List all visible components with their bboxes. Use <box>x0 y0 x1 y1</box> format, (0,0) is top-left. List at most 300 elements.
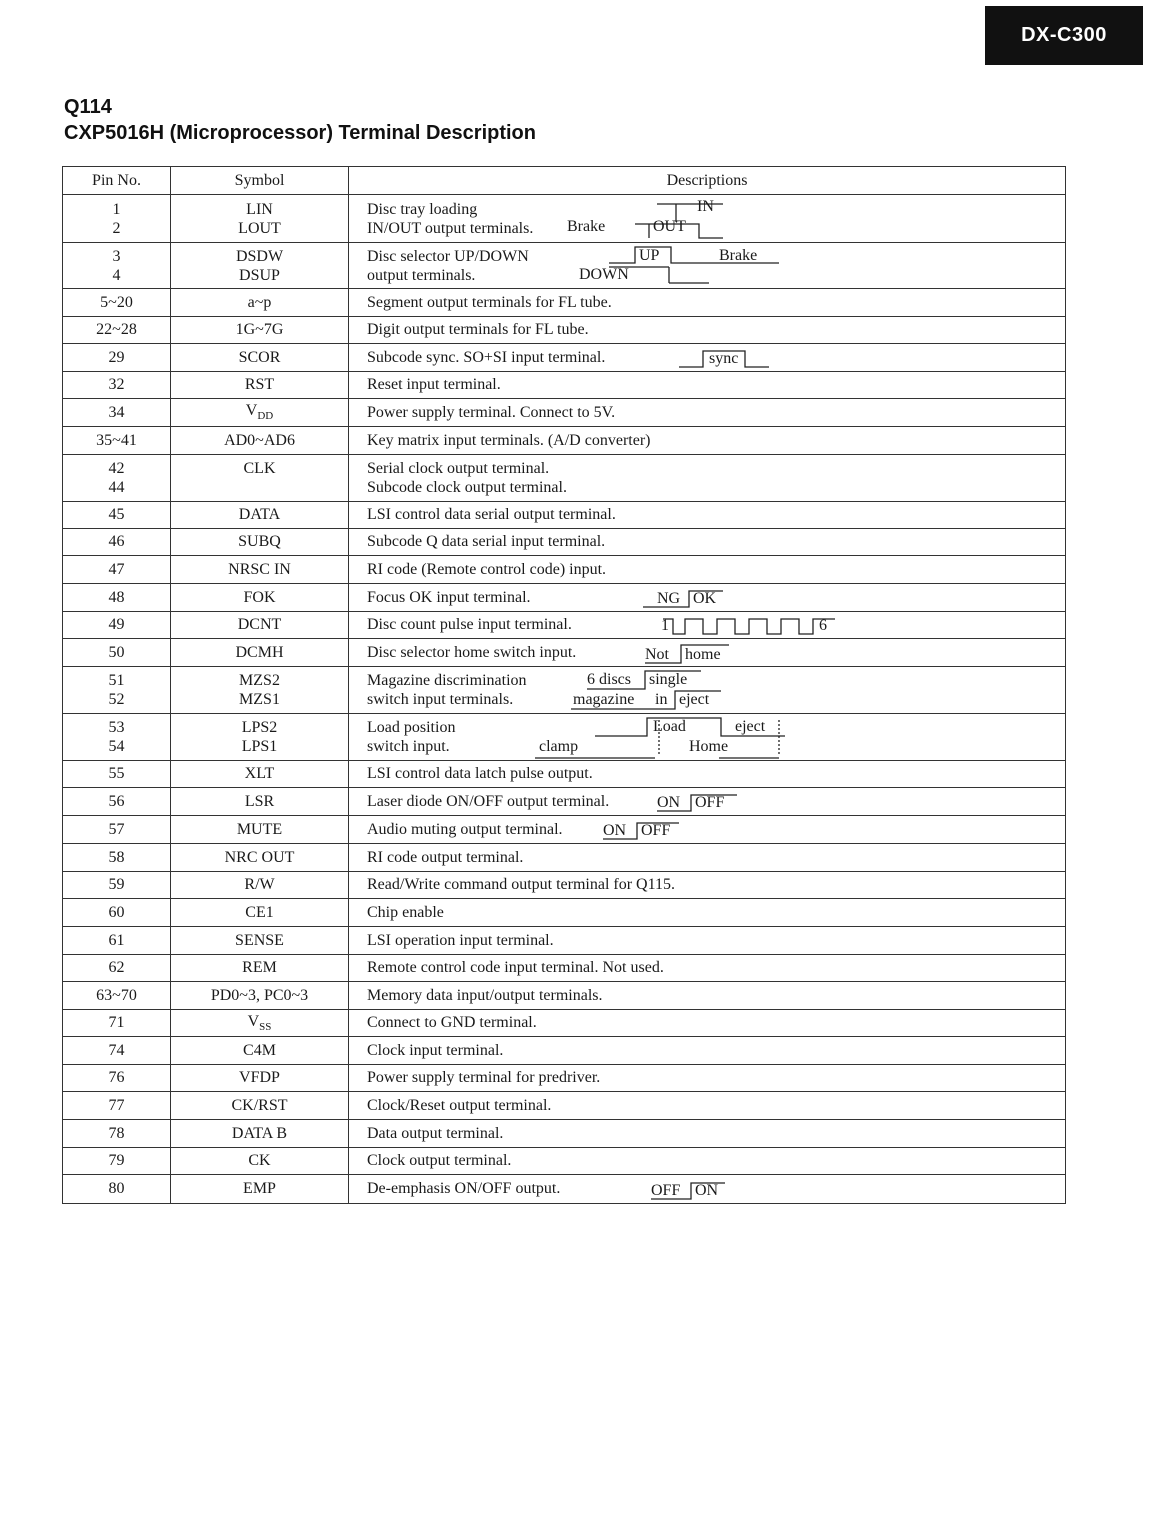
pin-numbers <box>63 321 170 339</box>
table-row <box>63 455 1066 502</box>
pin-numbers <box>63 959 170 977</box>
desc-wrap <box>349 456 1065 501</box>
timing-label: OFF <box>641 821 671 839</box>
desc-cell <box>349 667 1066 714</box>
desc-line: Connect to GND terminal. <box>367 1014 537 1031</box>
desc-wrap <box>349 290 1065 316</box>
timing-diagram <box>679 347 769 371</box>
desc-wrap <box>349 373 1065 398</box>
symbol-name <box>171 644 348 662</box>
desc-cell <box>349 612 1066 639</box>
symbol-text: NRC OUT <box>224 848 295 866</box>
desc-wrap <box>349 928 1065 954</box>
symbol-text: FOK <box>243 588 276 606</box>
symbols <box>171 294 348 312</box>
timing-diagram <box>639 616 839 638</box>
symbols <box>171 533 348 551</box>
pin-number: 71 <box>108 1014 125 1031</box>
pin-cell <box>63 502 171 529</box>
desc-text <box>349 1180 560 1198</box>
pin-number: 60 <box>108 903 125 921</box>
pin-cell <box>63 667 171 714</box>
symbol-text: XLT <box>244 765 275 782</box>
symbol-cell <box>171 612 349 639</box>
pin-number: 48 <box>108 588 125 606</box>
desc-cell <box>349 529 1066 556</box>
symbols <box>171 1152 348 1170</box>
symbols <box>171 321 348 339</box>
desc-line: Disc count pulse input terminal. <box>367 616 572 633</box>
pin-number: 59 <box>108 876 125 893</box>
symbols <box>171 821 348 839</box>
symbol-text: RST <box>244 376 275 393</box>
symbol-name <box>171 589 348 607</box>
symbols <box>171 616 348 634</box>
timing-diagram <box>643 587 733 611</box>
symbol-name <box>171 849 348 867</box>
pin-numbers <box>63 1097 170 1115</box>
table-header-row <box>63 167 1066 195</box>
desc-wrap <box>349 585 1065 611</box>
symbol-name <box>171 1013 348 1033</box>
symbol-cell <box>171 1175 349 1204</box>
symbol-cell <box>171 1120 349 1148</box>
desc-line: LSI control data serial output terminal. <box>367 506 616 523</box>
symbol-cell <box>171 1148 349 1175</box>
desc-cell <box>349 1010 1066 1037</box>
table-row <box>63 788 1066 816</box>
symbol-subscript: SS <box>259 1021 272 1034</box>
symbol-cell <box>171 816 349 844</box>
symbol-text: LPS1 <box>241 738 278 755</box>
desc-wrap <box>349 817 1065 843</box>
waveform <box>639 616 839 638</box>
pin-cell <box>63 788 171 816</box>
symbol-text: EMP <box>243 1180 276 1197</box>
timing-label: NG <box>657 589 681 607</box>
pin-cell <box>63 1148 171 1175</box>
symbols <box>171 561 348 579</box>
pin-cell <box>63 612 171 639</box>
timing-label: eject <box>735 717 766 735</box>
model-tab <box>985 6 1143 65</box>
table-row <box>63 1175 1066 1204</box>
symbol-name <box>171 932 348 950</box>
pin-cell <box>63 1120 171 1148</box>
pin-numbers <box>63 1069 170 1087</box>
table-row <box>63 1010 1066 1037</box>
pin-numbers <box>63 876 170 894</box>
desc-cell <box>349 556 1066 584</box>
desc-text <box>349 1097 551 1115</box>
desc-cell <box>349 195 1066 243</box>
part-ref: Q114 <box>64 96 112 118</box>
pin-number: 61 <box>108 931 125 949</box>
timing-label: eject <box>679 690 710 708</box>
table-row <box>63 844 1066 872</box>
desc-line: Subcode Q data serial input terminal. <box>367 533 606 550</box>
desc-cell <box>349 455 1066 502</box>
desc-wrap <box>349 530 1065 555</box>
symbol-cell <box>171 399 349 427</box>
pin-cell <box>63 1092 171 1120</box>
symbols <box>171 1069 348 1087</box>
symbol-name <box>171 247 348 266</box>
symbol-name <box>171 376 348 394</box>
symbols <box>171 644 348 662</box>
symbols <box>171 349 348 367</box>
symbol-name <box>171 219 348 238</box>
desc-line: Power supply terminal. Connect to 5V. <box>367 403 616 421</box>
desc-line: switch input terminals. <box>367 691 514 708</box>
pin-numbers <box>63 245 170 287</box>
timing-label: single <box>649 670 688 688</box>
symbol-name <box>171 200 348 219</box>
symbols <box>171 1125 348 1143</box>
pin-numbers <box>63 849 170 867</box>
symbol-text: CE1 <box>245 903 274 921</box>
desc-cell <box>349 761 1066 788</box>
desc-text <box>349 959 664 977</box>
pin-numbers <box>63 589 170 607</box>
desc-line: IN/OUT output terminals. <box>367 219 534 237</box>
desc-cell <box>349 872 1066 899</box>
timing-label: Not <box>645 645 669 663</box>
timing-label: Home <box>689 737 729 755</box>
desc-line: Clock input terminal. <box>367 1041 504 1059</box>
desc-line: LSI control data latch pulse output. <box>367 765 593 782</box>
desc-cell <box>349 1092 1066 1120</box>
desc-text <box>349 793 609 811</box>
symbol-name <box>171 1152 348 1170</box>
pin-number: 46 <box>108 533 125 550</box>
pin-cell <box>63 714 171 761</box>
pin-number: 34 <box>108 403 125 421</box>
symbol-cell <box>171 584 349 612</box>
symbols <box>171 876 348 894</box>
desc-wrap <box>349 244 1065 288</box>
desc-wrap <box>349 715 1065 760</box>
pin-number: 80 <box>108 1180 125 1197</box>
pin-cell <box>63 1037 171 1065</box>
desc-cell <box>349 344 1066 372</box>
desc-line: Clock output terminal. <box>367 1152 512 1169</box>
timing-label: OFF <box>695 793 725 811</box>
desc-text <box>349 616 572 634</box>
pin-cell <box>63 816 171 844</box>
symbol-name <box>171 876 348 894</box>
desc-wrap <box>349 1176 1065 1203</box>
symbols <box>171 904 348 922</box>
desc-wrap <box>349 318 1065 343</box>
symbol-text: CLK <box>243 460 276 477</box>
table-row <box>63 761 1066 788</box>
pin-numbers <box>63 1125 170 1143</box>
desc-text <box>349 457 567 499</box>
desc-text <box>349 376 501 394</box>
desc-line: Disc tray loading <box>367 200 478 218</box>
desc-line: RI code output terminal. <box>367 848 524 866</box>
timing-diagram <box>645 643 765 665</box>
timing-label: OFF <box>651 1181 681 1199</box>
pin-cell <box>63 344 171 372</box>
symbol-name <box>171 1069 348 1087</box>
symbols <box>171 589 348 607</box>
symbols <box>171 793 348 811</box>
desc-line: Focus OK input terminal. <box>367 588 531 606</box>
timing-diagram <box>657 791 747 815</box>
symbol-name <box>171 765 348 783</box>
waveform-segment <box>661 616 835 634</box>
symbol-text: V <box>247 1012 260 1030</box>
desc-wrap <box>349 640 1065 666</box>
desc-wrap <box>349 1149 1065 1174</box>
desc-wrap <box>349 873 1065 898</box>
symbol-cell <box>171 455 349 502</box>
pin-cell <box>63 982 171 1010</box>
symbol-cell <box>171 243 349 289</box>
timing-label: Load <box>653 717 686 735</box>
desc-line: Digit output terminals for FL tube. <box>367 321 589 338</box>
desc-line: Read/Write command output terminal for Q115. <box>367 876 676 893</box>
table-row <box>63 317 1066 344</box>
table-row <box>63 1120 1066 1148</box>
pin-number: 44 <box>108 479 125 496</box>
timing-label: DOWN <box>579 265 629 283</box>
pin-numbers <box>63 716 170 758</box>
symbol-text: AD0~AD6 <box>224 431 295 449</box>
timing-diagram <box>571 669 751 713</box>
symbol-name <box>171 737 348 756</box>
desc-text <box>349 1042 503 1060</box>
pin-number: 22~28 <box>96 321 137 338</box>
desc-line: Remote control code input terminal. Not used. <box>367 959 664 976</box>
pin-cell <box>63 927 171 955</box>
timing-label: 6 discs <box>587 670 631 688</box>
desc-cell <box>349 788 1066 816</box>
symbol-cell <box>171 927 349 955</box>
pin-number: 32 <box>108 376 125 393</box>
pin-numbers <box>63 932 170 950</box>
desc-line: Key matrix input terminals. (A/D converter) <box>367 431 651 449</box>
table-row <box>63 982 1066 1010</box>
symbols <box>171 1042 348 1060</box>
pin-cell <box>63 1175 171 1204</box>
desc-wrap <box>349 400 1065 426</box>
pin-cell <box>63 243 171 289</box>
symbols <box>171 506 348 524</box>
pin-numbers <box>63 821 170 839</box>
desc-text <box>349 821 563 839</box>
symbol-cell <box>171 427 349 455</box>
pin-number: 49 <box>108 616 125 633</box>
symbols <box>171 457 348 499</box>
timing-label: IN <box>697 197 714 215</box>
table-row <box>63 502 1066 529</box>
desc-wrap <box>349 196 1065 242</box>
pin-number: 45 <box>108 506 125 523</box>
symbols <box>171 959 348 977</box>
timing-diagram <box>579 245 779 287</box>
desc-line: Serial clock output terminal. <box>367 460 550 477</box>
table-row <box>63 427 1066 455</box>
pin-numbers <box>63 376 170 394</box>
desc-line: Laser diode ON/OFF output terminal. <box>367 792 610 810</box>
pin-number: 2 <box>112 219 121 237</box>
pin-cell <box>63 872 171 899</box>
symbol-name <box>171 671 348 690</box>
timing-label: Brake <box>719 246 758 264</box>
pin-cell <box>63 556 171 584</box>
desc-wrap <box>349 900 1065 926</box>
pin-numbers <box>63 644 170 662</box>
desc-line: Subcode sync. SO+SI input terminal. <box>367 348 606 366</box>
desc-line: Chip enable <box>367 903 444 921</box>
symbols <box>171 198 348 240</box>
desc-line: LSI operation input terminal. <box>367 931 554 949</box>
table-row <box>63 289 1066 317</box>
symbol-text: CK <box>248 1152 271 1169</box>
desc-text <box>349 876 675 894</box>
symbol-text: SENSE <box>235 931 284 949</box>
timing-diagram <box>535 716 795 760</box>
pin-cell <box>63 289 171 317</box>
timing-label: in <box>655 690 668 708</box>
table-row <box>63 1092 1066 1120</box>
pin-number: 55 <box>108 765 125 782</box>
desc-text <box>349 1125 503 1143</box>
table-row <box>63 529 1066 556</box>
symbol-name <box>171 459 348 478</box>
symbol-text: LSR <box>244 792 275 810</box>
symbol-text: MUTE <box>236 820 283 838</box>
symbol-cell <box>171 1065 349 1092</box>
symbol-text: CK/RST <box>231 1096 288 1114</box>
desc-wrap <box>349 428 1065 454</box>
desc-line: Segment output terminals for FL tube. <box>367 293 612 311</box>
table-row <box>63 195 1066 243</box>
desc-wrap <box>349 983 1065 1009</box>
table-row <box>63 955 1066 982</box>
timing-label: 1 <box>661 616 669 634</box>
symbol-text: LIN <box>246 200 273 218</box>
table-row <box>63 1065 1066 1092</box>
table-row <box>63 344 1066 372</box>
desc-text <box>349 432 650 450</box>
symbol-cell <box>171 788 349 816</box>
table-row <box>63 243 1066 289</box>
desc-line: output terminals. <box>367 266 476 284</box>
desc-text <box>349 669 527 711</box>
pin-cell <box>63 955 171 982</box>
symbol-cell <box>171 372 349 399</box>
symbols <box>171 987 348 1005</box>
desc-wrap <box>349 1121 1065 1147</box>
symbols <box>171 402 348 422</box>
pin-number: 5~20 <box>100 293 133 311</box>
desc-cell <box>349 955 1066 982</box>
desc-wrap <box>349 762 1065 787</box>
pin-numbers <box>63 506 170 524</box>
desc-wrap <box>349 1038 1065 1064</box>
desc-cell <box>349 982 1066 1010</box>
symbols <box>171 849 348 867</box>
pin-number: 76 <box>108 1069 125 1086</box>
symbol-name <box>171 1097 348 1115</box>
pin-cell <box>63 427 171 455</box>
desc-text <box>349 245 529 287</box>
desc-text <box>349 349 605 367</box>
symbol-text: VFDP <box>239 1069 280 1086</box>
symbols <box>171 1013 348 1033</box>
desc-line: Disc selector UP/DOWN <box>367 247 529 265</box>
symbol-name <box>171 533 348 551</box>
pin-numbers <box>63 904 170 922</box>
pin-numbers <box>63 349 170 367</box>
timing-label: 6 <box>819 616 827 634</box>
desc-line: Audio muting output terminal. <box>367 820 563 838</box>
pin-numbers <box>63 765 170 783</box>
symbol-name <box>171 266 348 285</box>
pin-number: 35~41 <box>96 431 137 449</box>
symbol-text: R/W <box>244 876 275 893</box>
desc-text <box>349 765 593 783</box>
symbol-name <box>171 1125 348 1143</box>
pin-number: 51 <box>108 672 125 689</box>
desc-text <box>349 987 603 1005</box>
symbol-cell <box>171 844 349 872</box>
desc-line: Memory data input/output terminals. <box>367 986 603 1004</box>
pin-number: 79 <box>108 1152 125 1169</box>
symbol-text: DATA <box>238 506 281 523</box>
table-row <box>63 372 1066 399</box>
pin-number: 53 <box>108 719 125 736</box>
desc-cell <box>349 1037 1066 1065</box>
desc-text <box>349 561 606 579</box>
pin-cell <box>63 844 171 872</box>
desc-cell <box>349 714 1066 761</box>
desc-cell <box>349 1175 1066 1204</box>
symbol-cell <box>171 761 349 788</box>
desc-line: Subcode clock output terminal. <box>367 479 567 496</box>
pin-number: 58 <box>108 848 125 866</box>
timing-diagram <box>603 819 693 843</box>
pin-numbers <box>63 987 170 1005</box>
pin-numbers <box>63 669 170 711</box>
pin-number: 29 <box>108 348 125 366</box>
symbol-text: NRSC IN <box>228 560 291 578</box>
symbol-text: LPS2 <box>241 719 278 736</box>
pin-number: 74 <box>108 1041 125 1059</box>
desc-text <box>349 506 616 524</box>
table-row <box>63 639 1066 667</box>
table-row <box>63 816 1066 844</box>
desc-text <box>349 849 523 867</box>
pin-numbers <box>63 793 170 811</box>
pin-numbers <box>63 198 170 240</box>
pin-numbers <box>63 457 170 499</box>
desc-cell <box>349 372 1066 399</box>
table-row <box>63 899 1066 927</box>
desc-cell <box>349 399 1066 427</box>
pin-cell <box>63 761 171 788</box>
timing-label: OK <box>693 589 717 607</box>
symbol-name <box>171 321 348 339</box>
pin-numbers <box>63 533 170 551</box>
pin-number: 1 <box>112 200 121 218</box>
symbol-cell <box>171 1037 349 1065</box>
table-row <box>63 872 1066 899</box>
